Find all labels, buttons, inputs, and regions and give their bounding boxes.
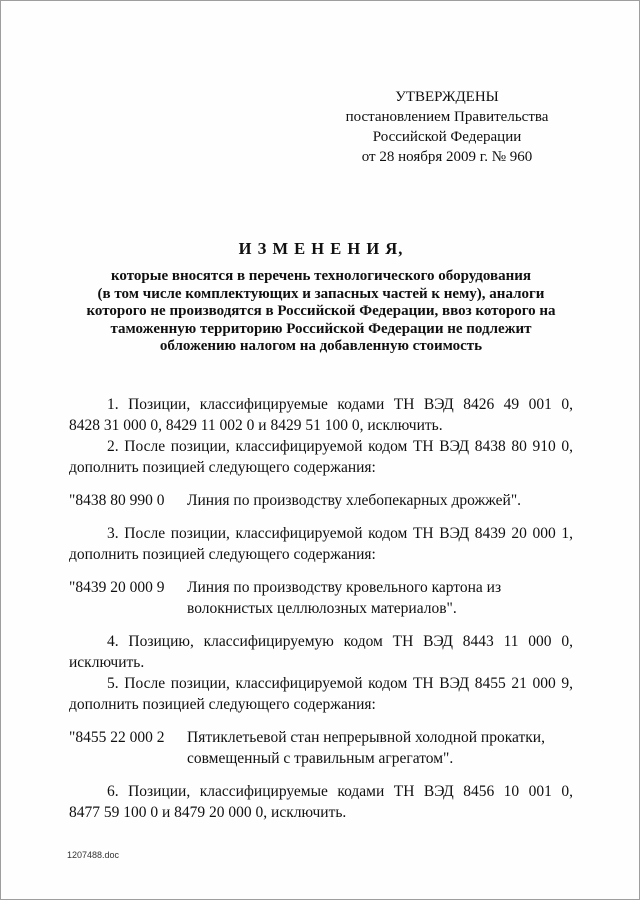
approval-line-2: постановлением Правительства xyxy=(345,109,549,125)
tnved-description-2: Линия по производству кровельного картона из волокнистых целлюлозных материалов". xyxy=(187,578,502,617)
subtitle-line: которые вносятся в перечень технологического оборудования xyxy=(110,268,532,284)
subtitle-line: таможенную территорию Российской Федерации не подлежит xyxy=(110,320,532,337)
code-entry-2 xyxy=(69,577,573,619)
tnved-description-1: Линия по производству хлебопекарных дрожжей". xyxy=(187,491,522,509)
subtitle-line: (в том числе комплектующих и запасных частей к нему), аналоги xyxy=(97,285,545,302)
document-body xyxy=(69,394,573,823)
tnved-code-2: "8439 20 000 9 xyxy=(69,578,165,596)
code-entry-3 xyxy=(69,727,573,769)
subtitle-line: которого не производятся в Российской Федерации, ввоз которого на xyxy=(86,303,556,320)
paragraph-4: 4. Позицию, классифицируемую кодом ТН ВЭД 8443 11 000 0, исключить. xyxy=(69,632,573,671)
tnved-description-3: Пятиклетьевой стан непрерывной холодной прокатки, совмещенный с травильным агрегатом". xyxy=(187,728,545,767)
paragraph-6: 6. Позиции, классифицируемые кодами ТН ВЭД 8456 10 001 0, 8477 59 100 0 и 8479 20 000 0, исключить. xyxy=(69,782,573,821)
document-subtitle xyxy=(69,268,573,356)
approval-block xyxy=(321,87,573,167)
approval-line-4: от 28 ноября 2009 г. № 960 xyxy=(361,149,533,165)
code-entry-1 xyxy=(69,490,573,511)
footer-filename: 1207488.doc xyxy=(67,850,120,860)
page-title: И З М Е Н Е Н И Я, xyxy=(238,239,404,258)
paragraph-1: 1. Позиции, классифицируемые кодами ТН ВЭД 8426 49 001 0, 8428 31 000 0, 8429 11 002 0 и 8429 51 100 0, исключить. xyxy=(69,395,573,434)
paragraph-2: 2. После позиции, классифицируемой кодом ТН ВЭД 8438 80 910 0, дополнить позицией следующего содержания: xyxy=(69,437,573,476)
approval-line-3: Российской Федерации xyxy=(372,129,522,145)
subtitle-line: обложению налогом на добавленную стоимость xyxy=(159,338,483,355)
tnved-code-3: "8455 22 000 2 xyxy=(69,728,165,746)
paragraph-5: 5. После позиции, классифицируемой кодом ТН ВЭД 8455 21 000 9, дополнить позицией следующего содержания: xyxy=(69,674,573,713)
paragraph-3: 3. После позиции, классифицируемой кодом ТН ВЭД 8439 20 000 1, дополнить позицией следующего содержания: xyxy=(69,524,573,563)
tnved-code-1: "8438 80 990 0 xyxy=(69,491,165,509)
approval-line-1: УТВЕРЖДЕНЫ xyxy=(395,89,499,105)
